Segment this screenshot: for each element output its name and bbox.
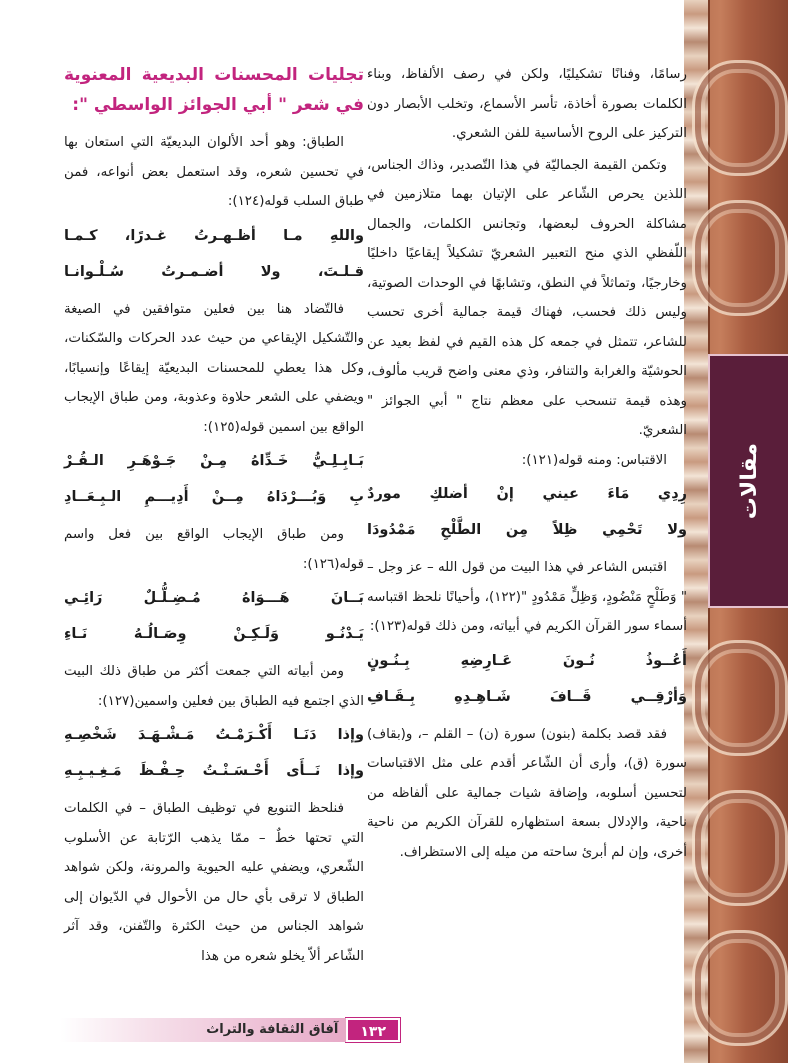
paragraph: ومن طباق الإيجاب الواقع بين فعل واسم قوله(١٢٦): <box>64 527 364 572</box>
verse-line: وإذا نَــأَى أَحْـسَـنْـتُ حِـفْـظَ مَـغِـيـبِـهِ <box>64 763 364 779</box>
ornament-medallion <box>692 790 788 906</box>
page-number: ١٣٢ <box>346 1018 400 1042</box>
verse-line: بَــانَ هَـــوَاهُ مُـضِـلُّـلٌ رَائِـي <box>64 590 364 606</box>
verse-line: ولا تَحْمِي ظِلاً مِن الطَّلْحِ مَمْدُودَا <box>367 522 687 538</box>
paragraph: وتكمن القيمة الجماليّة في هذا التّصدير، وذاك الجناس، اللذين يحرص الشّاعر على الإتيان بهما متلازمين في مشاكلة الحروف لبعضها، وتجانس الكلمات، والجمال اللّفظي الذي منح التعبير الشعريّ تشكيلاً إيقاعيًا داخليًا وخارجيًا، وتماثلاً في النطق، وتشابهًا في الوحدات الصوتية، وليس ذلك فحسب، فهناك قيمة جمالية أخرى تحسب للشاعر، تتمثل في جمعه كل هذه القيم في لفظ بعيد عن الحوشيّة والغرابة والتنافر، وذي معنى واضح قريب مألوف، وهذه قيمة تنسحب على معظم نتاج " أبي الجوائز " الشعريّ. <box>367 157 687 438</box>
paragraph: فالتّضاد هنا بين فعلين متوافقين في الصيغة والتّشكيل الإيقاعي من حيث عدد الحركات والسّكنات، وكل هذا يعطي للمحسنات البديعيّة إيقاعًا وإنسيابًا، ويضفي على الشعر حلاوة وعذوبة، ومن طباق الإيجاب الواقع بين اسمين قوله(١٢٥): <box>64 301 364 435</box>
verse-line: قـلـتَ، ولا أضـمـرتُ سُـلْـوانـا <box>64 263 364 280</box>
verse-line: أَعُــوذُ نُـونَ عَـارِضِهِ بِـنُـونٍ <box>367 652 687 669</box>
section-tab <box>708 354 788 608</box>
magazine-name: آفاق الثقافة والتراث <box>60 1018 346 1042</box>
ornament-medallion <box>692 930 788 1046</box>
paragraph: فنلحظ التنويع في توظيف الطباق – في الكلمات التي تحتها خطٌ – ممّا يذهب الرّتابة عن الأسلوب الشّعري، ويضفي عليه الحيوية والمرونة، ولكن شواهد الطباق لا ترقى بأي حال من الأحوال في الدّيوان إلى شواهد الجناس من حيث الكثرة والتّفنن، وقد آثر الشّاعر ألاّ يخلو شعره من هذا <box>64 801 364 964</box>
paragraph: رسامًا، وفنانًا تشكيليًا، ولكن في رصف الألفاظ، وبناء الكلمات بصورة أخاذة، تأسر الأسماع، وتخلب الأبصار دون التركيز على الروح الأساسية للفن الشعري. <box>367 67 687 141</box>
paragraph: الاقتباس: ومنه قوله(١٢١): <box>521 452 667 468</box>
paragraph: اقتبس الشاعر في هذا البيت من قول الله – عز وجل – " وَطَلْحٍ مَنْضُودٍ، وَظِلٍّ مَمْدُودٍ "(١٢٢)، وأحيانًا نلحظ اقتباسه أسماء سور القرآن الكريم في أبياته، ومن ذلك قوله(١٢٣): <box>367 560 687 634</box>
verse-line: يَـدْنُـو وَلَـكِـنْ وِصَـالُـهُ نَـاءِ <box>64 626 364 642</box>
section-heading: تجليات المحسنات البديعية المعنوية في شعر " أبي الجوائز الواسطي ": <box>64 65 364 115</box>
ornament-medallion <box>692 60 788 176</box>
ornament-medallion <box>692 200 788 316</box>
paragraph: فقد قصد بكلمة (بنون) سورة (ن) – القلم –، و(بقاف) سورة (ق)، وأرى أن الشّاعر أقدم على مثل الاقتباسات لتحسين أسلوبه، وإضافة شيات جمالية على ألفاظه من ناحية، والإدلال بسعة استظهاره للقرآن الكريم من ناحية أخرى، وإن لم أبرئ ساحته من ميله إلى الاستظراف. <box>367 726 687 860</box>
page-footer <box>60 1018 400 1042</box>
paragraph: ومن أبياته التي جمعت أكثر من طباق ذلك البيت الذي اجتمع فيه الطباق بين فعلين واسمين(١٢٧): <box>64 664 364 709</box>
paragraph: الطباق: وهو أحد الألوان البديعيّة التي استعان بها في تحسين شعره، وقد استعمل بعض أنواعه، فمن طباق السلب قوله(١٢٤): <box>64 135 364 209</box>
verse-line: بَـابِـلِـيُّ خَـدِّاهُ مِـنْ جَـوْهَـرِ الـقُـرْ <box>64 453 364 469</box>
verse-line: وإذا دَنَـا أَكْـرَمْـتُ مَـشْـهَـدَ شَخْصِـهِ <box>64 727 364 743</box>
verse-line: واللهِ مـا أظـهـرتُ غـدرًا، كـمـا <box>64 227 364 244</box>
verse-line: وَأرْقِــي قَــافَ شَـاهِـدِهِ بِـقَـافِ <box>367 688 687 705</box>
left-column <box>64 60 364 971</box>
verse-line: بِ وَبُـــرْدَاهُ مِــنْ أَدِيـــمِ الـبِـعَــادِ <box>64 489 364 505</box>
ornament-medallion <box>692 640 788 756</box>
verse-line: رِدِي مَاءَ عيني إنْ أضلكِ موردٌ <box>367 486 687 502</box>
section-label: مقالات <box>736 442 762 520</box>
right-column <box>367 60 687 867</box>
